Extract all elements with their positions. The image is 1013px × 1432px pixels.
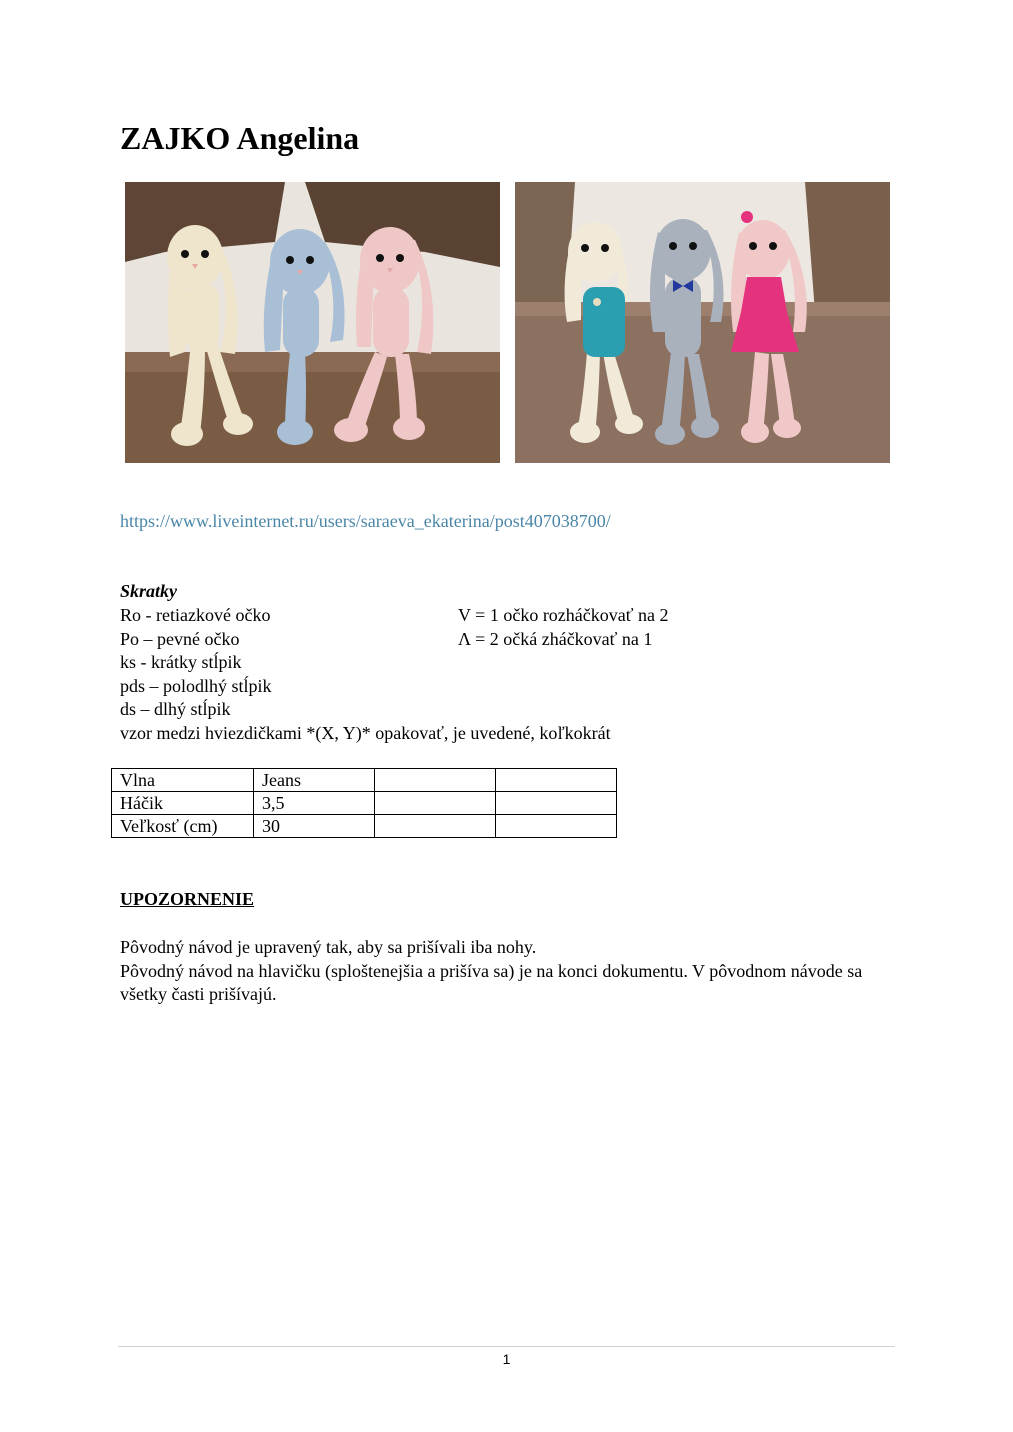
table-cell [375,815,496,838]
footer-divider [118,1346,895,1347]
table-cell [496,815,617,838]
abbreviation-item: Ro - retiazkové očko [120,605,271,625]
abbreviation-item: Po – pevné očko [120,628,240,649]
abbreviations-heading: Skratky [120,581,178,601]
table-cell [375,769,496,792]
page-title: ZAJKO Angelina [120,120,360,156]
warning-heading: UPOZORNENIE [120,889,255,909]
warning-paragraph: Pôvodný návod je upravený tak, aby sa prišívali iba nohy. [120,937,537,957]
table-cell [496,769,617,792]
table-cell: Vlna [112,769,254,792]
table-row [112,792,617,815]
table-cell: Veľkosť (cm) [112,815,254,838]
table-cell: 3,5 [254,792,375,815]
table-cell [375,792,496,815]
table-row [112,815,617,838]
materials-table [111,768,617,838]
table-cell [496,792,617,815]
page-number: 1 [502,1351,511,1367]
source-link[interactable]: https://www.liveinternet.ru/users/saraeva_ekaterina/post407038700/ [120,511,611,531]
photo-three-bunnies-sitting [125,182,500,463]
abbreviation-item: ds – dlhý stĺpik [120,699,231,719]
table-cell: 30 [254,815,375,838]
table-cell: Jeans [254,769,375,792]
abbreviation-item: ks - krátky stĺpik [120,652,242,672]
abbreviation-item: pds – polodlhý stĺpik [120,675,272,696]
abbreviation-item: Λ = 2 očká zháčkovať na 1 [458,628,653,649]
abbreviations-list-right [458,604,668,651]
table-cell: Háčik [112,792,254,815]
photo-three-bunnies-dressed [515,182,890,463]
warning-body [120,936,900,1007]
warning-paragraph: Pôvodný návod na hlavičku (sploštenejšia a prišíva sa) je na konci dokumentu. V pôvodnom návode sa všetky časti prišívajú. [120,960,863,1004]
table-row [112,769,617,792]
abbreviation-item: V = 1 očko rozháčkovať na 2 [458,605,669,625]
abbreviation-item: vzor medzi hviezdičkami *(X, Y)* opakovať, je uvedené, koľkokrát [120,722,611,743]
